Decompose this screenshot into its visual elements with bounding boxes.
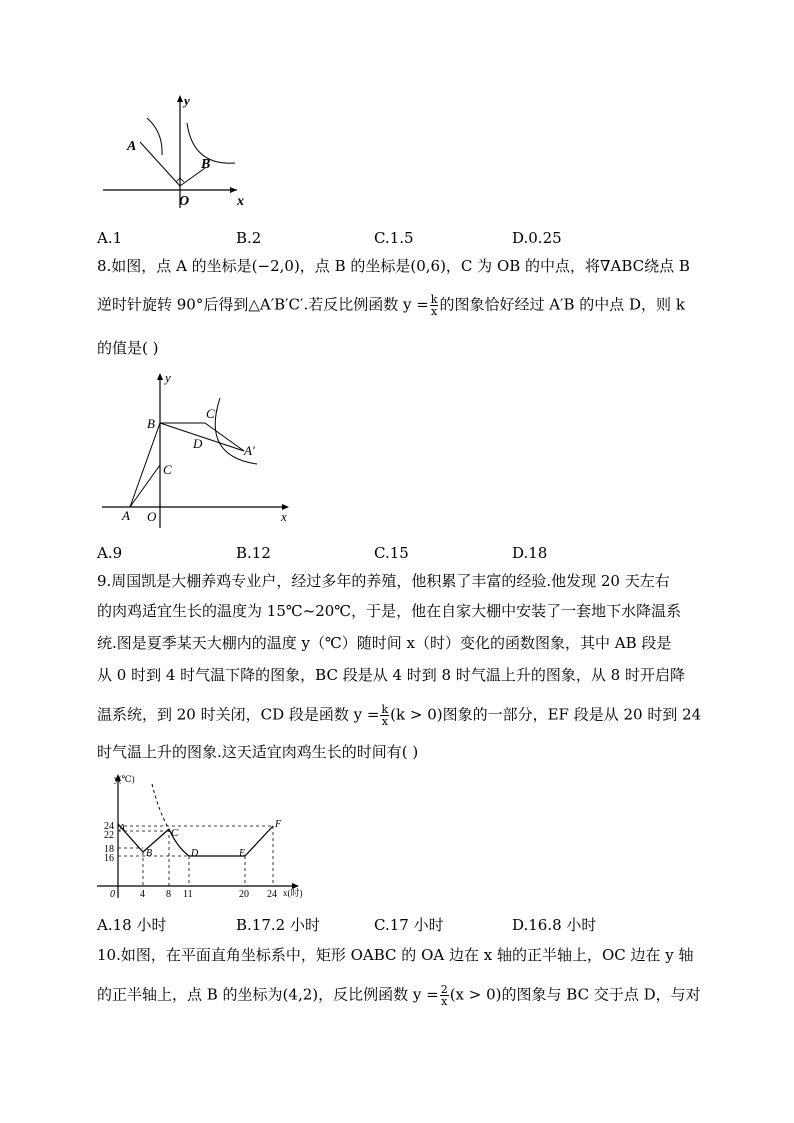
x-tick-0: 0 [110,889,115,900]
origin-label: O [147,509,157,524]
x-axis-label: x(时) [283,888,303,898]
point-C-label: C [163,462,172,477]
y-tick-18: 18 [104,844,114,855]
point-E-label: E [239,848,246,859]
y-tick-24: 24 [104,821,114,832]
q9-line-6: 时气温上升的图象.这天适宜肉鸡生长的时间有( ) [97,743,419,761]
point-B-label: B [146,848,153,859]
point-B-label: B [201,157,211,172]
point-D-label: D [193,436,203,451]
x-tick-20: 20 [239,889,249,900]
q9-option-b[interactable]: B.17.2 小时 [236,916,320,934]
y-tick-22: 22 [104,830,114,841]
fraction-k-over-x: $\frac{k}{x}$ [381,703,389,728]
q10-line-1: 10.如图，在平面直角坐标系中，矩形 OABC 的 OA 边在 x 轴的正半轴上，OC 边在 y 轴 [97,946,694,964]
y-axis-label: y [165,370,171,385]
x-tick-4: 4 [140,889,145,900]
x-tick-24: 24 [267,889,277,900]
x-axis-label: x [237,194,244,209]
q8-option-d[interactable]: D.18 [512,544,548,562]
origin-label: O [179,194,190,209]
q9-line-4: 从 0 时到 4 时气温下降的图象，BC 段是从 4 时到 8 时气温上升的图象，从 8 时开启降 [97,666,685,684]
q8-line-3: 的值是( ) [97,339,159,357]
q9-line-5: 温系统，到 20 时关闭，CD 段是函数 y = $\frac{k}{x}$ (k > 0)图象的一部分，EF 段是从 20 时到 24 [97,703,702,728]
q10-line-2: 的正半轴上，点 B 的坐标为(4,2)，反比例函数 y = $\frac{2}{x}$ (x > 0)的图象与 BC 交于点 D，与对 [97,983,701,1008]
q8-line-2: 逆时针旋转 90°后得到△A′B′C′.若反比例函数 y = $\frac{k}{x}$ 的图象恰好经过 A′B 的中点 D，则 k [97,293,685,318]
point-C-prime-label: C′ [206,406,218,421]
q7-option-c[interactable]: C.1.5 [374,229,414,247]
point-F-label: F [275,819,282,830]
y-axis-label: y [184,93,190,108]
q7-option-b[interactable]: B.2 [236,229,262,247]
q8-figure [97,368,297,530]
point-A-prime-label: A′ [244,443,255,458]
q9-line-3: 统.图是夏季某天大棚内的温度 y（℃）随时间 x（时）变化的函数图象，其中 AB 段是 [97,634,672,652]
y-tick-16: 16 [104,853,114,864]
q9-temperature-graph [97,772,312,902]
point-B-label: B [147,416,155,431]
q9-line-2: 的肉鸡适宜生长的温度为 15℃~20℃，于是，他在自家大棚中安装了一套地下水降温系 [97,602,682,620]
fraction-k-over-x: $\frac{k}{x}$ [430,293,438,318]
q8-line-1: 8.如图，点 A 的坐标是(−2,0)，点 B 的坐标是(0,6)，C 为 OB 的中点，将∇ABC绕点 B [97,257,690,275]
q9-line-1: 9.周国凯是大棚养鸡专业户，经过多年的养殖，他积累了丰富的经验.他发现 20 天左右 [97,572,670,590]
q7-figure [95,90,265,215]
x-tick-8: 8 [166,889,171,900]
fraction-2-over-x: $\frac{2}{x}$ [440,983,448,1008]
q9-option-d[interactable]: D.16.8 小时 [512,916,597,934]
q8-option-c[interactable]: C.15 [374,544,409,562]
q7-option-a[interactable]: A.1 [97,229,123,247]
q9-option-c[interactable]: C.17 小时 [374,916,444,934]
point-C-label: C [171,827,179,839]
x-tick-11: 11 [183,889,193,900]
q8-option-a[interactable]: A.9 [97,544,123,562]
y-axis-label: y(℃) [114,774,135,784]
q8-option-b[interactable]: B.12 [236,544,271,562]
point-D-label: D [191,848,199,859]
q7-option-d[interactable]: D.0.25 [512,229,562,247]
q9-option-a[interactable]: A.18 小时 [97,916,167,934]
point-A-label: A [127,139,137,154]
point-A-label: A [119,823,126,834]
x-axis-label: x [281,509,287,524]
point-A-label: A [122,508,130,523]
